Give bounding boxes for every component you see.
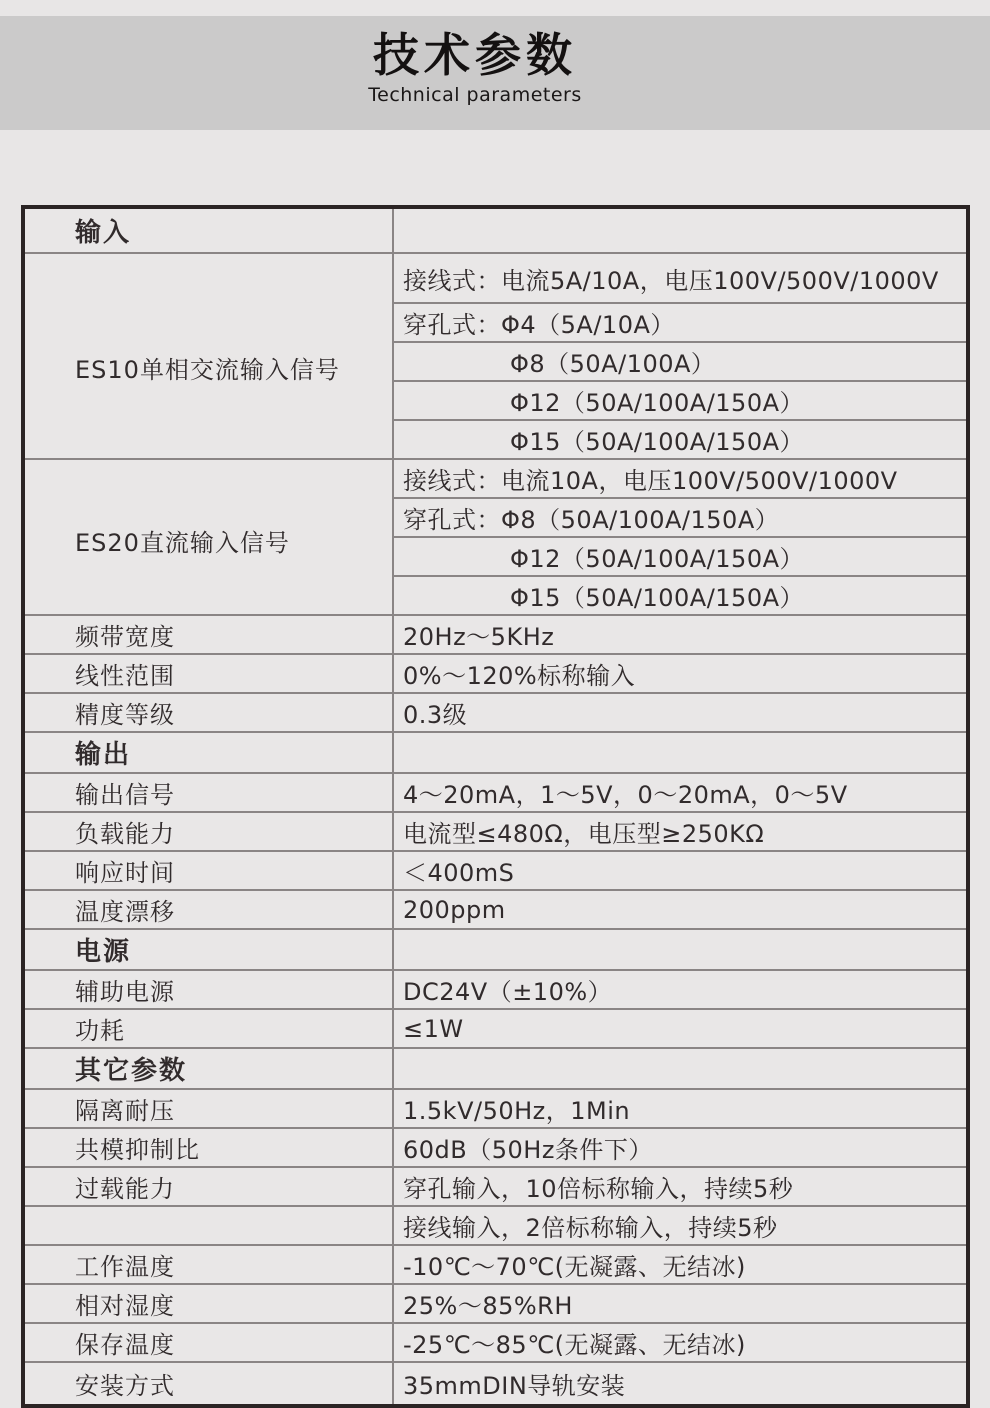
param-value-cell <box>393 890 966 929</box>
table-row <box>25 654 966 693</box>
param-label-cell: ES10单相交流输入信号 <box>25 253 393 459</box>
section-row <box>25 929 966 970</box>
table-row <box>25 773 966 812</box>
param-label-cell: 保存温度 <box>25 1323 393 1362</box>
param-label-cell: 响应时间 <box>25 851 393 890</box>
param-label-cell: 负载能力 <box>25 812 393 851</box>
param-value-cell <box>393 576 966 615</box>
param-value-text: 200ppm <box>403 895 506 924</box>
param-label-cell: 过载能力 <box>25 1167 393 1206</box>
param-label-cell: 辅助电源 <box>25 970 393 1009</box>
table-row <box>25 1362 966 1404</box>
param-label-cell: 精度等级 <box>25 693 393 732</box>
table-row <box>25 693 966 732</box>
section-label-cell: 输出 <box>25 732 393 773</box>
param-label-cell: 温度漂移 <box>25 890 393 929</box>
table-row <box>25 1128 966 1167</box>
param-value-cell <box>393 693 966 732</box>
param-label-cell <box>25 1206 393 1245</box>
param-value-text: 4～20mA，1～5V，0～20mA，0～5V <box>403 781 848 809</box>
parameters-table-body <box>25 209 966 1404</box>
table-row <box>25 459 966 498</box>
page-title: 技术参数 <box>373 28 577 82</box>
param-value-text: 0%～120%标称输入 <box>403 662 636 690</box>
param-value-text: Φ15（50A/100A/150A） <box>510 584 805 612</box>
param-value-text: Φ15（50A/100A/150A） <box>510 428 805 456</box>
param-value-cell <box>393 537 966 576</box>
param-label-cell: 频带宽度 <box>25 615 393 654</box>
section-row <box>25 209 966 253</box>
table-row <box>25 851 966 890</box>
table-row <box>25 970 966 1009</box>
param-value-text: 25%～85%RH <box>403 1292 573 1320</box>
param-value-cell <box>393 1167 966 1206</box>
param-value-cell <box>393 851 966 890</box>
param-value-cell <box>393 420 966 459</box>
param-value-cell <box>393 773 966 812</box>
page-subtitle: Technical parameters <box>368 83 582 106</box>
param-value-text: -10℃～70℃(无凝露、无结冰) <box>403 1253 746 1281</box>
param-value-text: Φ12（50A/100A/150A） <box>510 389 805 417</box>
param-value-text: 穿孔式：Φ8（50A/100A/150A） <box>403 506 780 534</box>
param-value-text: 35mmDIN导轨安装 <box>403 1372 626 1400</box>
param-value-cell <box>393 1206 966 1245</box>
param-value-cell <box>393 1089 966 1128</box>
param-label-cell: 输出信号 <box>25 773 393 812</box>
param-value-cell <box>393 1323 966 1362</box>
param-value-cell <box>393 1128 966 1167</box>
table-row <box>25 1206 966 1245</box>
param-label-cell: 安装方式 <box>25 1362 393 1404</box>
param-value-text: -25℃～85℃(无凝露、无结冰) <box>403 1331 746 1359</box>
param-label-cell: ES20直流输入信号 <box>25 459 393 615</box>
param-value-text: 1.5kV/50Hz，1Min <box>403 1097 631 1125</box>
table-row <box>25 1089 966 1128</box>
param-value-text: 0.3级 <box>403 701 468 729</box>
param-value-text: 20Hz～5KHz <box>403 623 555 651</box>
param-value-text: 接线输入，2倍标称输入，持续5秒 <box>403 1214 778 1242</box>
param-value-cell <box>393 498 966 537</box>
table-row <box>25 615 966 654</box>
table-row <box>25 1284 966 1323</box>
param-value-cell <box>393 812 966 851</box>
section-label-cell: 其它参数 <box>25 1048 393 1089</box>
param-value-cell <box>393 1048 966 1089</box>
param-value-text: Φ8（50A/100A） <box>510 350 716 378</box>
param-value-text: 接线式：电流5A/10A，电压100V/500V/1000V <box>403 266 939 295</box>
header-band <box>0 16 990 130</box>
param-value-text: 穿孔输入，10倍标称输入，持续5秒 <box>403 1175 794 1203</box>
param-label-cell: 共模抑制比 <box>25 1128 393 1167</box>
param-value-cell <box>393 209 966 253</box>
section-row <box>25 732 966 773</box>
param-label-cell: 工作温度 <box>25 1245 393 1284</box>
param-value-cell <box>393 732 966 773</box>
param-value-cell <box>393 459 966 498</box>
param-value-cell <box>393 929 966 970</box>
param-value-cell <box>393 1284 966 1323</box>
param-value-text: 电流型≤480Ω，电压型≥250KΩ <box>403 820 765 848</box>
param-value-cell <box>393 381 966 420</box>
param-value-text: ＜400mS <box>403 859 515 887</box>
param-value-cell <box>393 615 966 654</box>
table-row <box>25 1167 966 1206</box>
param-label-cell: 隔离耐压 <box>25 1089 393 1128</box>
param-label-cell: 相对湿度 <box>25 1284 393 1323</box>
table-row <box>25 812 966 851</box>
section-label-cell: 电源 <box>25 929 393 970</box>
param-value-text: 接线式：电流10A，电压100V/500V/1000V <box>403 467 898 495</box>
table-row <box>25 253 966 303</box>
parameters-table-grid <box>25 209 966 1404</box>
param-value-cell <box>393 1362 966 1404</box>
param-label-cell: 功耗 <box>25 1009 393 1048</box>
param-value-cell <box>393 342 966 381</box>
param-value-text: Φ12（50A/100A/150A） <box>510 545 805 573</box>
param-value-cell <box>393 970 966 1009</box>
param-value-cell <box>393 654 966 693</box>
section-label-cell: 输入 <box>75 218 132 248</box>
section-row <box>25 1048 966 1089</box>
table-row <box>25 890 966 929</box>
param-value-cell <box>393 253 966 303</box>
param-value-cell <box>393 303 966 342</box>
param-value-text: DC24V（±10%） <box>403 978 613 1006</box>
param-value-cell <box>393 1009 966 1048</box>
table-row <box>25 1323 966 1362</box>
parameters-table <box>21 205 970 1408</box>
param-value-text: ≤1W <box>403 1014 464 1043</box>
param-value-text: 穿孔式：Φ4（5A/10A） <box>403 311 675 339</box>
param-value-cell <box>393 1245 966 1284</box>
table-row <box>25 1009 966 1048</box>
table-row <box>25 1245 966 1284</box>
param-label-cell: 线性范围 <box>25 654 393 693</box>
param-value-text: 60dB（50Hz条件下） <box>403 1136 653 1164</box>
